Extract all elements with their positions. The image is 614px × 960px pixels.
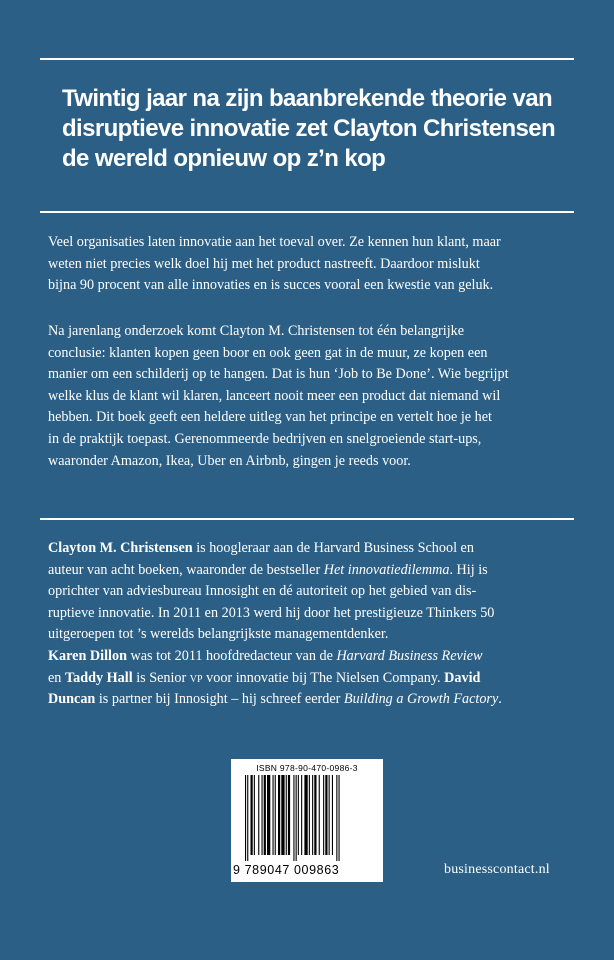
text-line: en Taddy Hall is Senior vp voor innovatie bij The Nielsen Company. David (48, 669, 481, 686)
barcode-bar (319, 775, 320, 855)
headline-divider (40, 211, 574, 213)
text-line: manier om een schilderij op te hangen. Dat is hun ‘Job to Be Done’. Wie begrijpt (48, 366, 509, 383)
barcode-bar (273, 775, 274, 855)
headline (62, 84, 572, 174)
barcode-bar (281, 775, 284, 855)
intro-paragraph (48, 232, 568, 297)
text-line: conclusie: klanten kopen geen boor en ook geen gat in de muur, ze kopen een (48, 344, 488, 361)
headline-line: Twintig jaar na zijn baanbrekende theorie van (62, 85, 553, 112)
barcode-bar (314, 775, 316, 855)
text-line: uitgeroepen tot ’s werelds belangrijkste managementdenker. (48, 626, 389, 643)
author-bio (48, 538, 568, 711)
barcode-bar (339, 775, 340, 861)
headline-line: disruptieve innovatie zet Clayton Christensen (62, 115, 556, 142)
barcode-bar (264, 775, 266, 855)
text-line: Duncan is partner bij Innosight – hij schreef eerder Building a Growth Factory. (48, 691, 502, 708)
isbn-label: ISBN 978-90-470-0986-3 (256, 763, 358, 773)
text-line: waaronder Amazon, Ikea, Uber en Airbnb, gingen je reeds voor. (48, 452, 411, 469)
barcode-bar (304, 775, 307, 855)
headline-line: de wereld opnieuw op z’n kop (62, 145, 386, 172)
author-name: David (444, 669, 481, 686)
publication-title: Harvard Business Review (336, 647, 483, 664)
barcode-bar (247, 775, 248, 861)
barcode-bar (245, 775, 246, 861)
text-line: Clayton M. Christensen is hoogleraar aan de Harvard Business School en (48, 540, 474, 556)
text-line: oprichter van adviesbureau Innosight en dé autoriteit op het gebied van dis- (48, 583, 477, 600)
text-line: hebben. Dit boek geeft een heldere uitleg van het principe en vertelt hoe je het (48, 409, 492, 426)
text-line: weten niet precies welk doel hij met het product nastreeft. Daardoor mislukt (48, 255, 480, 272)
text-line: auteur van acht boeken, waaronder de bestseller Het innovatiedilemma. Hij is (48, 561, 488, 578)
publisher-website: businesscontact.nl (444, 862, 550, 877)
top-divider (40, 58, 574, 60)
barcode-bar (275, 775, 276, 855)
barcode-bar (298, 775, 299, 855)
text-line: bijna 90 procent van alle innovaties en is succes vooral een kwestie van geluk. (48, 277, 494, 294)
barcode-bar (293, 775, 294, 861)
bio-divider (40, 518, 574, 520)
barcode-bar (251, 775, 253, 855)
barcode-bar (258, 775, 259, 855)
text-line: welke klus de klant wil klaren, lanceert nooit meer een product dat niemand wil (48, 387, 501, 404)
text-line: in de praktijk toepast. Gerenommeerde bedrijven en snelgroeiende start-ups, (48, 430, 482, 447)
text-line: Karen Dillon was tot 2011 hoofdredacteur van de Harvard Business Review (48, 647, 483, 664)
book-title: Building a Growth Factory (343, 691, 499, 708)
barcode-bar (332, 775, 333, 855)
barcode-bar (267, 775, 270, 855)
book-title: Het innovatiedilemma (323, 561, 450, 578)
body-paragraph (48, 321, 568, 472)
barcode-bar (254, 775, 255, 855)
author-name: Duncan (48, 691, 96, 708)
barcode (231, 759, 383, 882)
barcode-bar (278, 775, 280, 855)
barcode-bar (336, 775, 337, 861)
author-name: Clayton M. Christensen (48, 540, 193, 556)
barcode-digits: 9 789047 009863 (233, 863, 340, 877)
barcode-bars (245, 775, 371, 861)
barcode-bar (296, 775, 297, 861)
barcode-bar (301, 775, 302, 855)
barcode-bar (288, 775, 290, 855)
author-name: Karen Dillon (48, 647, 127, 664)
barcode-bar (323, 775, 324, 855)
barcode-bar (309, 775, 310, 855)
text-line: Na jarenlang onderzoek komt Clayton M. Christensen tot één belangrijke (48, 323, 465, 339)
barcode-bar (312, 775, 313, 855)
text-line: ruptieve innovatie. In 2011 en 2013 werd hij door het prestigieuze Thinkers 50 (48, 604, 495, 621)
author-name: Taddy Hall (64, 669, 133, 686)
barcode-bar (329, 775, 330, 855)
barcode-bar (286, 775, 287, 855)
text-line: Veel organisaties laten innovatie aan het toeval over. Ze kennen hun klant, maar (48, 234, 501, 250)
barcode-bar (325, 775, 327, 855)
barcode-bar (262, 775, 263, 855)
